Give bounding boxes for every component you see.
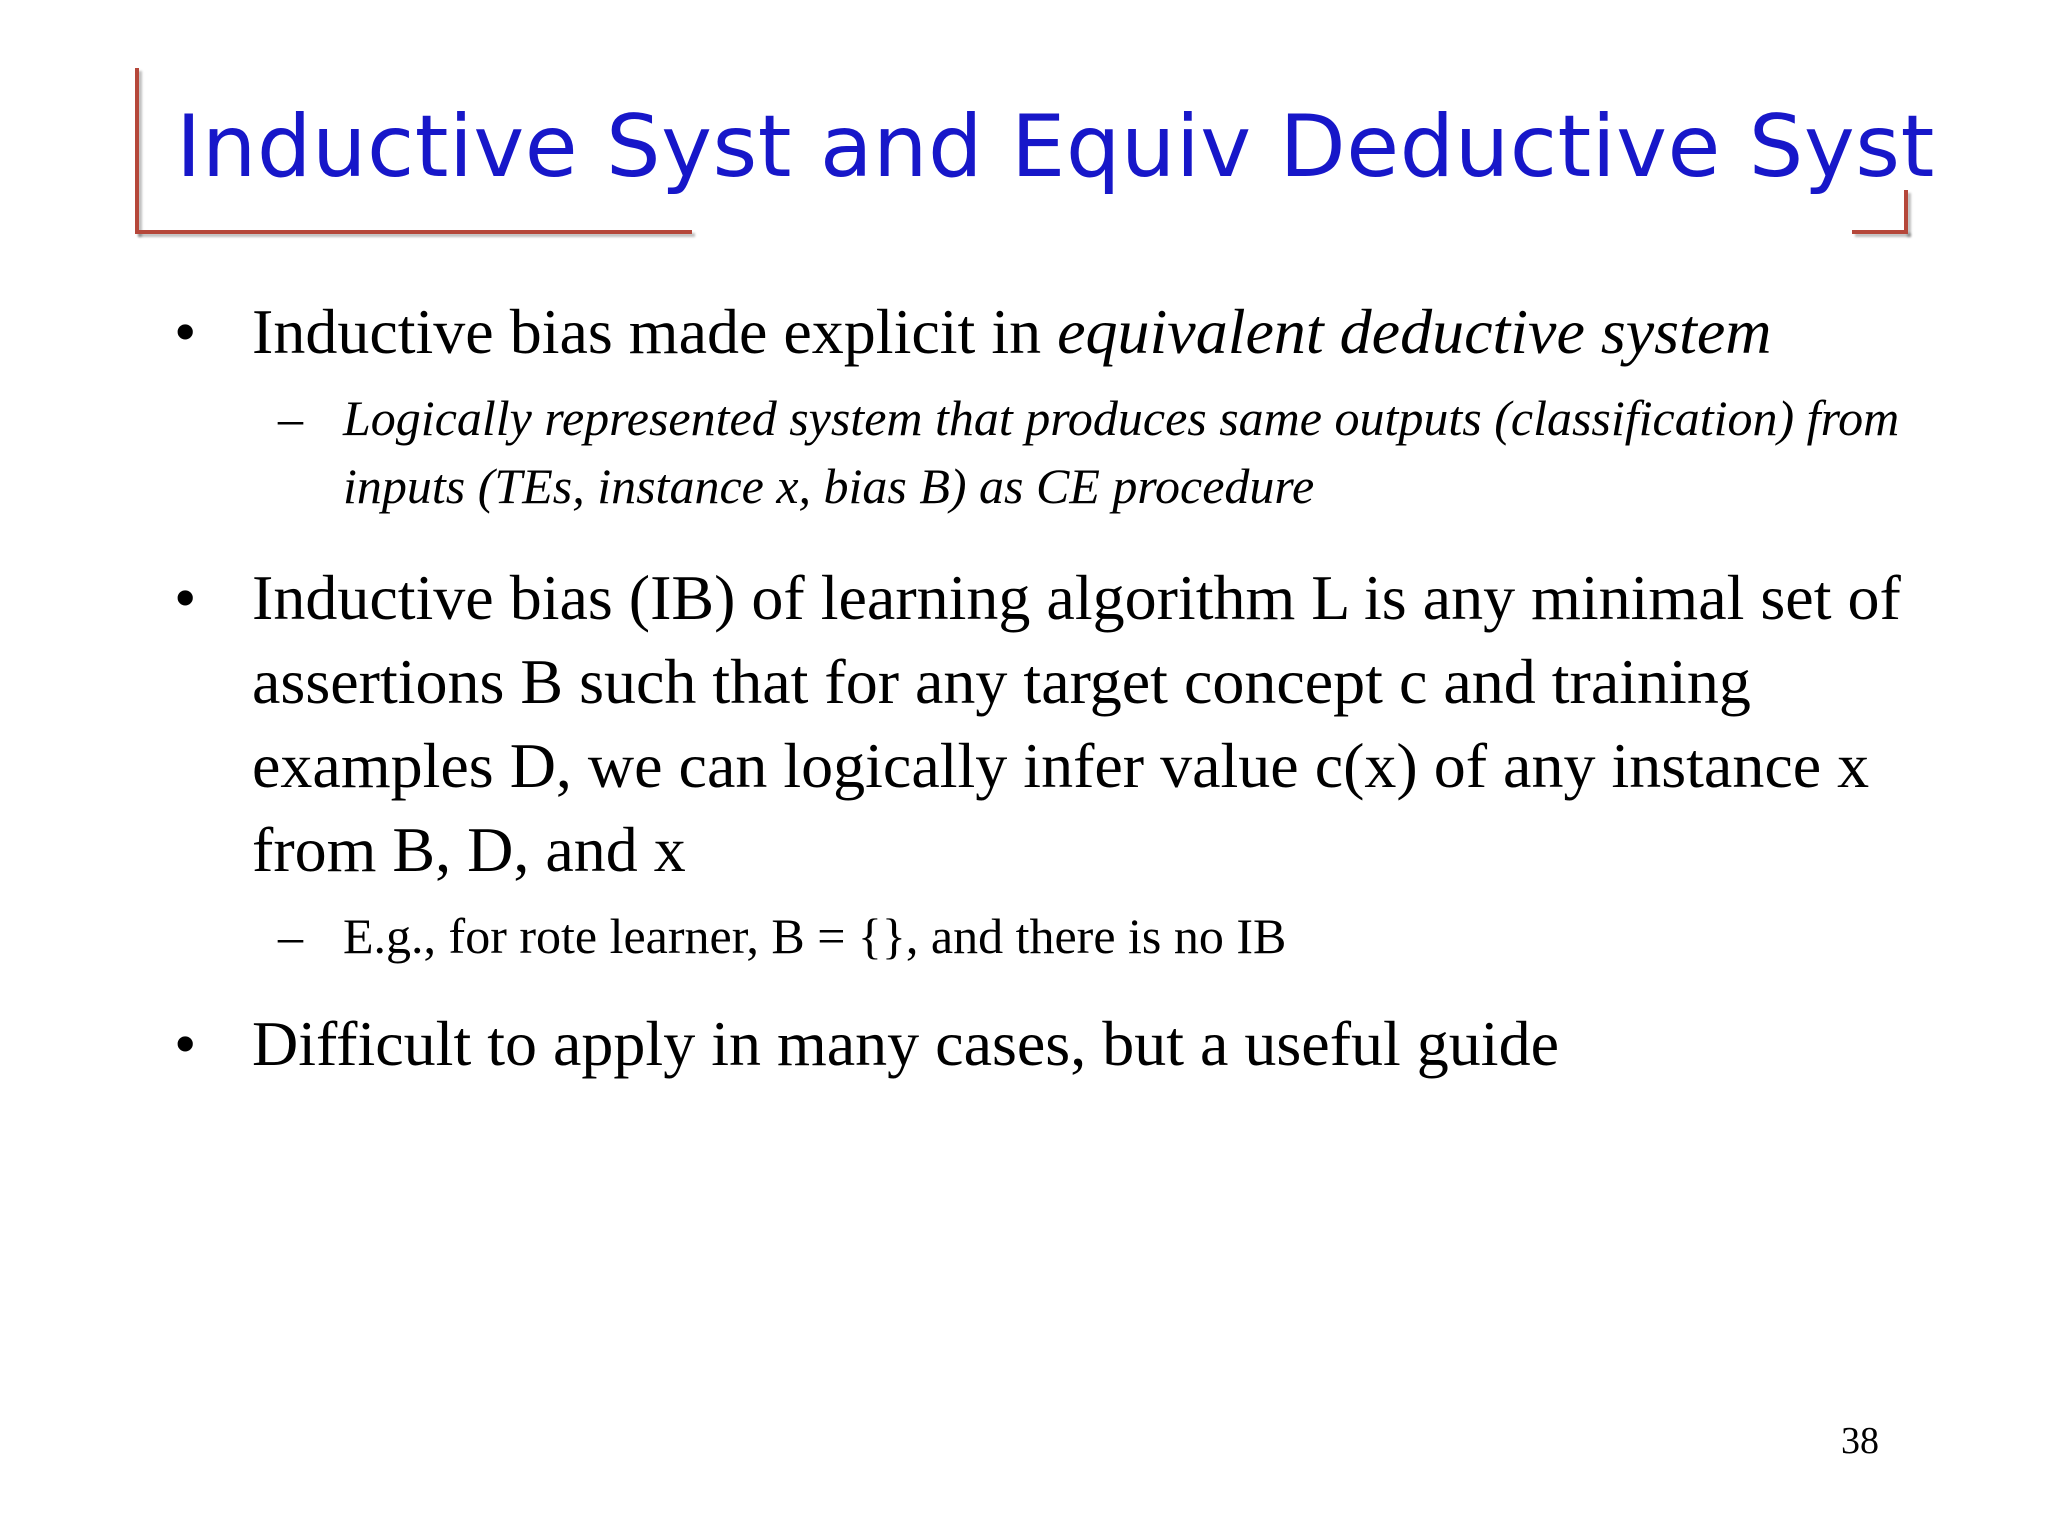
bullet-2-text: Inductive bias (IB) of learning algorithm L is any minimal set of assertions B such that for any target concept c and training examples D, we can logically infer value c(x) of any instance x from B, D, and x: [252, 562, 1901, 885]
bullet-2: [160, 556, 1920, 892]
slide-title: Inductive Syst and Equiv Deductive Syst: [176, 97, 1935, 197]
page-number: 38: [1841, 1420, 1879, 1462]
sub-bullet-1: [160, 384, 1920, 520]
bullet-1-text: Inductive bias made explicit in: [252, 296, 1058, 367]
slide-content: [160, 290, 1920, 1086]
title-frame-left-vertical: [135, 68, 139, 234]
bullet-marker: •: [174, 1008, 197, 1079]
bullet-3: [160, 1002, 1920, 1086]
sub-bullet-marker: –: [278, 908, 303, 964]
bullet-3-text: Difficult to apply in many cases, but a useful guide: [252, 1008, 1559, 1079]
bullet-marker: •: [174, 296, 197, 367]
sub-bullet-2: [160, 902, 1920, 970]
title-frame-right-horizontal: [1852, 230, 1908, 234]
title-frame-left-horizontal: [135, 230, 692, 234]
bullet-1: [160, 290, 1920, 374]
sub-bullet-2-text: E.g., for rote learner, B = {}, and there is no IB: [343, 908, 1287, 964]
sub-bullet-1-text: Logically represented system that produces same outputs (classification) from inputs (TEs, instance x, bias B) as CE procedure: [343, 390, 1900, 514]
bullet-marker: •: [174, 562, 197, 633]
sub-bullet-marker: –: [278, 390, 303, 446]
bullet-1-emphasis: equivalent deductive system: [1057, 296, 1772, 367]
